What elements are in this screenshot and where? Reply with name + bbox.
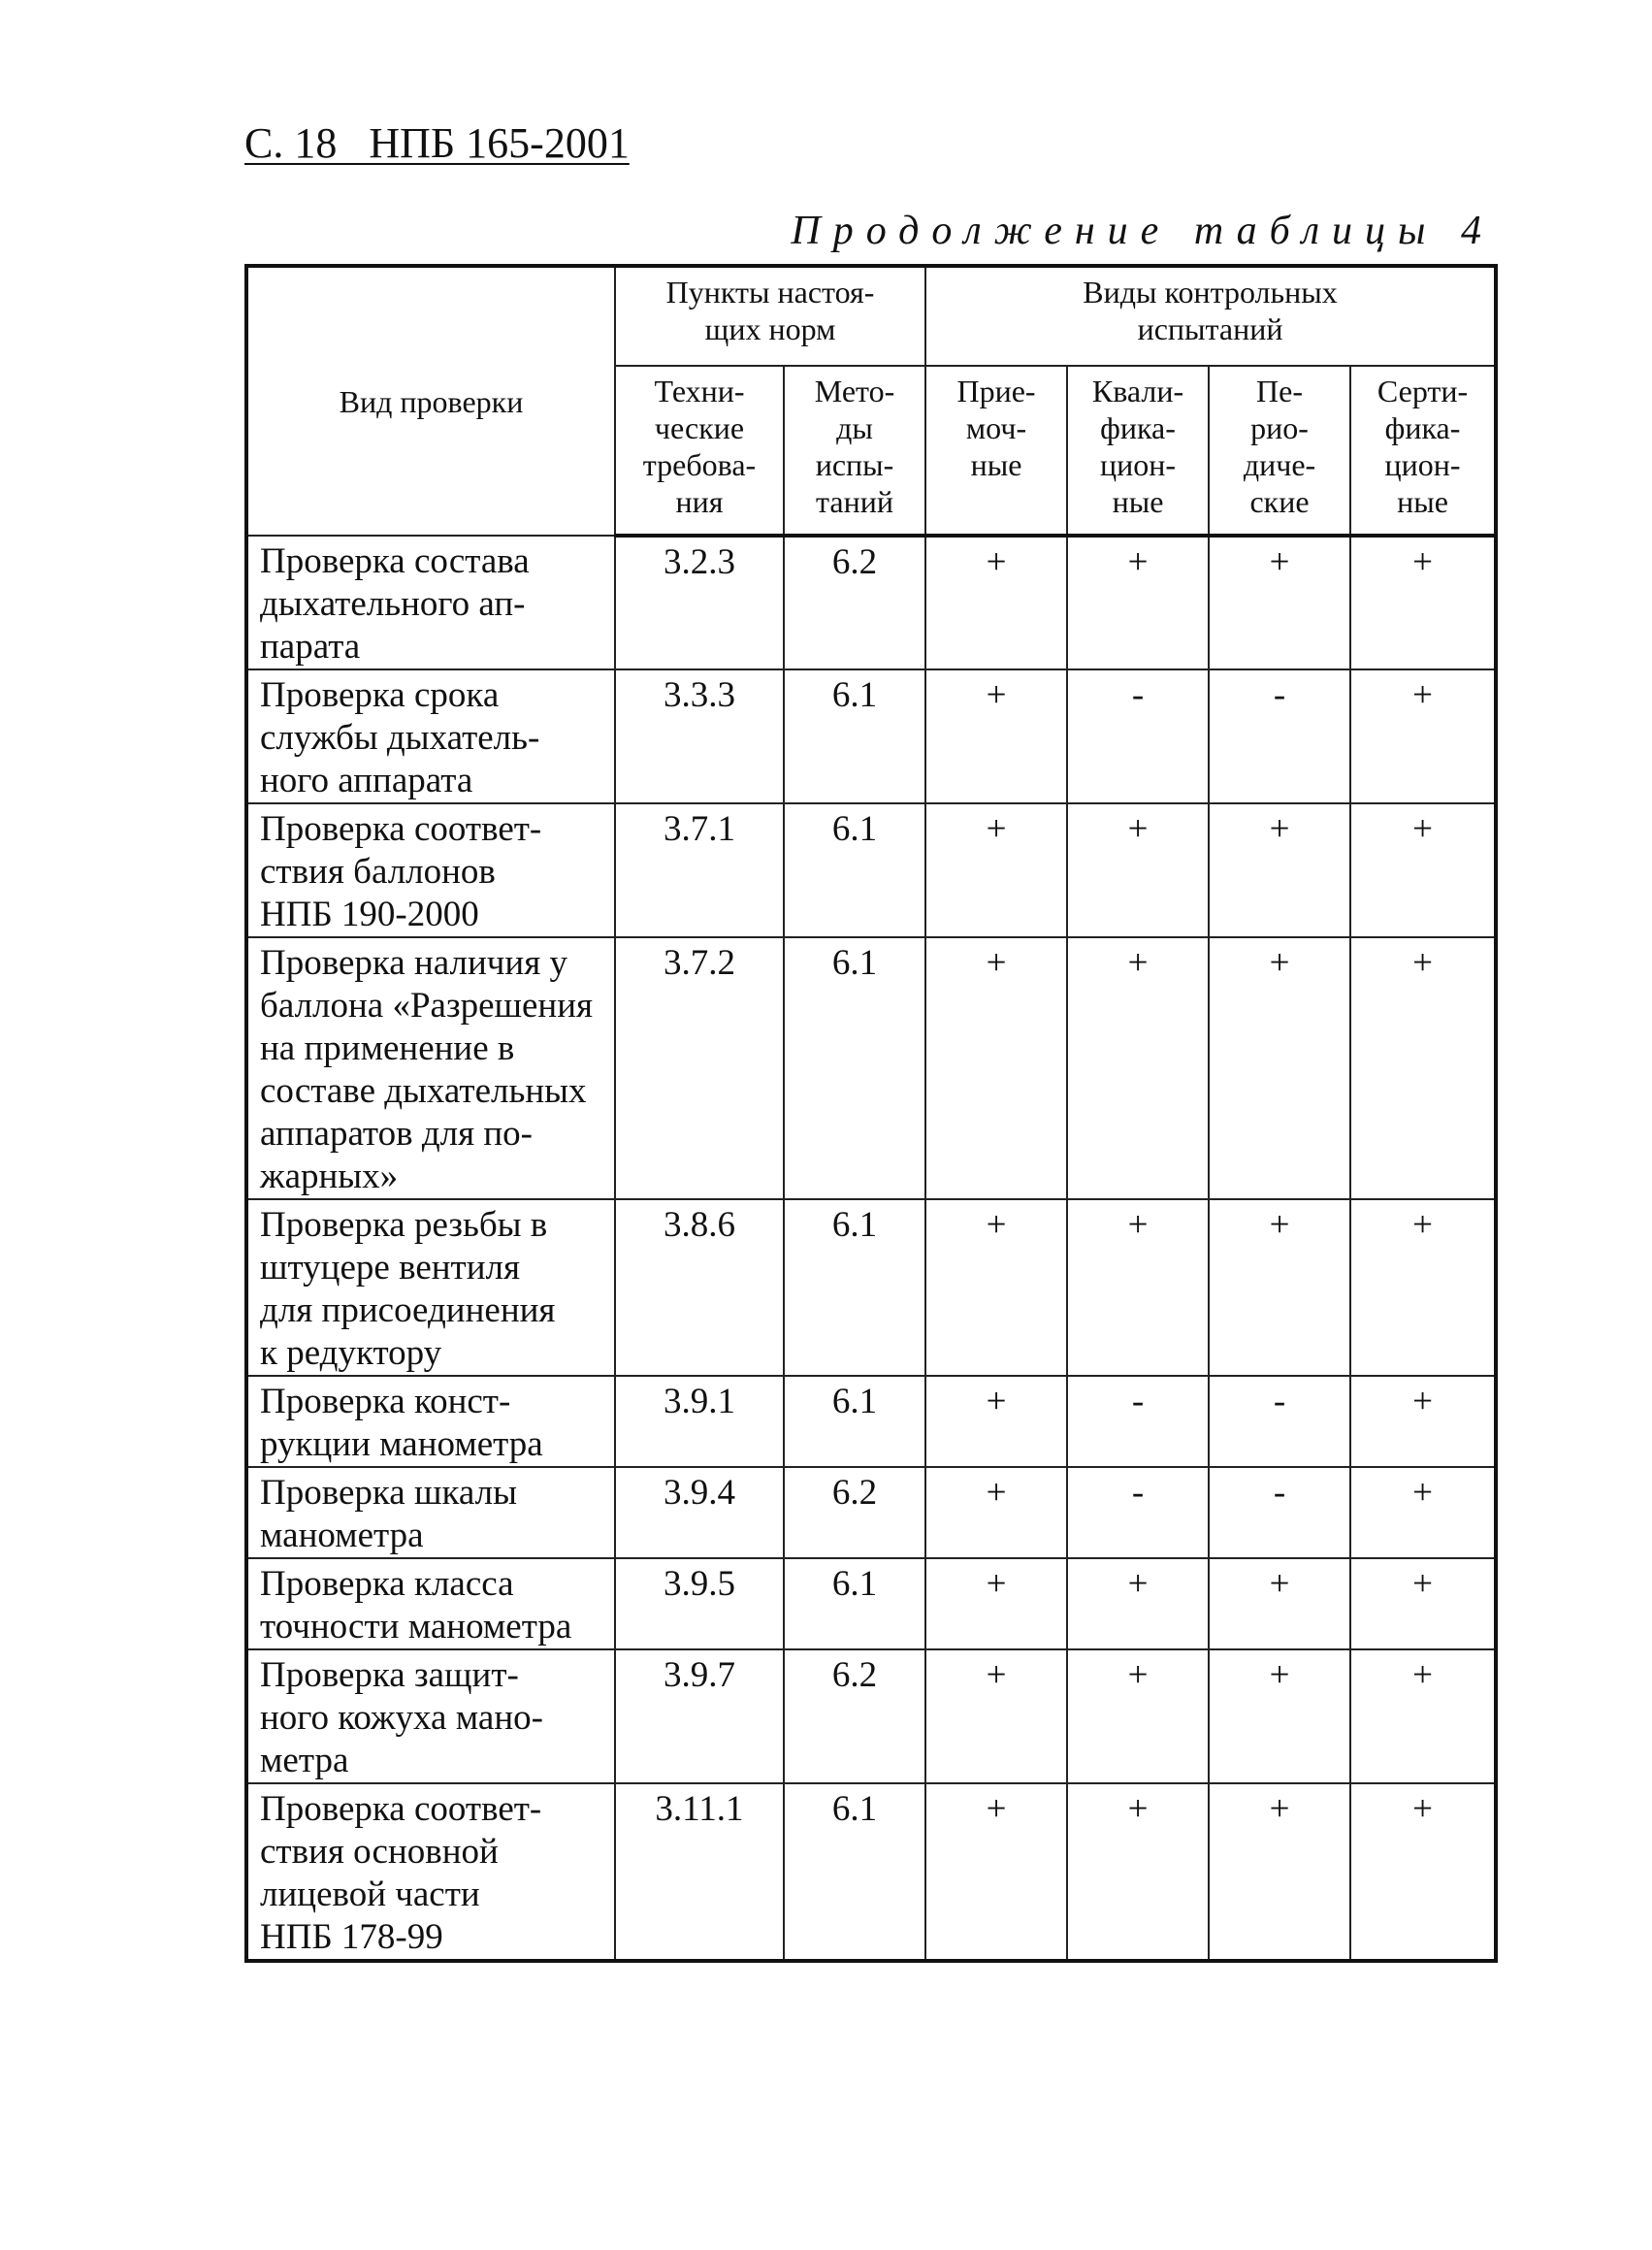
column-header-test-methods <box>784 366 925 536</box>
header-line: требова- <box>642 447 757 482</box>
table-row <box>246 803 1496 937</box>
periodic-cell: + <box>1209 1199 1350 1376</box>
column-header-technical-requirements <box>615 366 784 536</box>
header-line: таний <box>816 484 893 519</box>
check-type-line: ного аппарата <box>260 761 473 800</box>
header-line: Мето- <box>814 374 895 408</box>
tech-requirement-cell: 3.9.7 <box>615 1649 784 1783</box>
test-method-cell: 6.1 <box>784 1376 925 1467</box>
table-row <box>246 669 1496 803</box>
qualification-cell: - <box>1067 1376 1209 1467</box>
check-type-line: парата <box>260 627 361 667</box>
check-type-cell <box>246 1376 615 1467</box>
table-continuation-caption: Продолжение таблицы 4 <box>791 209 1494 253</box>
header-line: ные <box>1397 484 1448 519</box>
check-type-cell <box>246 1649 615 1783</box>
tech-requirement-cell: 3.2.3 <box>615 536 784 669</box>
tech-requirement-cell: 3.8.6 <box>615 1199 784 1376</box>
check-type-cell <box>246 937 615 1199</box>
certification-cell: + <box>1350 1558 1496 1649</box>
check-type-line: манометра <box>260 1516 424 1555</box>
acceptance-cell: + <box>925 1649 1067 1783</box>
header-line: Техни- <box>654 374 745 408</box>
test-method-cell: 6.2 <box>784 536 925 669</box>
acceptance-cell: + <box>925 669 1067 803</box>
tech-requirement-cell: 3.3.3 <box>615 669 784 803</box>
check-type-line: баллона «Разрешения <box>260 986 594 1026</box>
header-line: рио- <box>1250 410 1309 445</box>
check-type-line: к редуктору <box>260 1333 442 1373</box>
test-method-cell: 6.1 <box>784 1783 925 1961</box>
qualification-cell: - <box>1067 1467 1209 1558</box>
table-row <box>246 1199 1496 1376</box>
check-type-cell <box>246 803 615 937</box>
qualification-cell: + <box>1067 1199 1209 1376</box>
column-header-acceptance <box>925 366 1067 536</box>
check-type-line: Проверка резьбы в <box>260 1205 548 1245</box>
check-type-line: ствия баллонов <box>260 852 496 892</box>
certification-cell: + <box>1350 1199 1496 1376</box>
certification-cell: + <box>1350 669 1496 803</box>
check-type-line: Проверка состава <box>260 541 530 581</box>
column-header-qualification <box>1067 366 1209 536</box>
header-line: ния <box>675 484 724 519</box>
check-type-line: Проверка срока <box>260 675 500 715</box>
table-row <box>246 1376 1496 1467</box>
header-line: фика- <box>1100 410 1176 445</box>
header-line: ные <box>970 447 1022 482</box>
header-line: фика- <box>1384 410 1461 445</box>
check-type-cell <box>246 1783 615 1961</box>
table-row <box>246 937 1496 1199</box>
test-method-cell: 6.1 <box>784 803 925 937</box>
check-type-cell <box>246 669 615 803</box>
periodic-cell: - <box>1209 669 1350 803</box>
header-line: Серти- <box>1377 374 1469 408</box>
header-line: ские <box>1249 484 1310 519</box>
test-method-cell: 6.2 <box>784 1467 925 1558</box>
check-type-line: НПБ 178-99 <box>260 1917 443 1957</box>
column-group-norm-points <box>615 266 925 366</box>
tech-requirement-cell: 3.9.4 <box>615 1467 784 1558</box>
table-row <box>246 1467 1496 1558</box>
check-type-line: Проверка наличия у <box>260 943 567 983</box>
tech-requirement-cell: 3.7.1 <box>615 803 784 937</box>
check-type-cell <box>246 536 615 669</box>
acceptance-cell: + <box>925 803 1067 937</box>
test-method-cell: 6.1 <box>784 937 925 1199</box>
check-type-line: Проверка конст- <box>260 1382 511 1421</box>
qualification-cell: + <box>1067 937 1209 1199</box>
header-line: Прие- <box>956 374 1036 408</box>
certification-cell: + <box>1350 1376 1496 1467</box>
check-type-line: точности манометра <box>260 1607 572 1647</box>
table-row <box>246 1649 1496 1783</box>
certification-cell: + <box>1350 1783 1496 1961</box>
table-row <box>246 1783 1496 1961</box>
table-row <box>246 1558 1496 1649</box>
acceptance-cell: + <box>925 1376 1067 1467</box>
header-line: испы- <box>815 447 894 482</box>
check-type-line: штуцере вентиля <box>260 1248 520 1288</box>
header-line: Пункты настоя- <box>665 275 875 310</box>
header-line: ческие <box>654 410 745 445</box>
check-type-cell <box>246 1558 615 1649</box>
qualification-cell: + <box>1067 1649 1209 1783</box>
header-line: моч- <box>965 410 1027 445</box>
certification-cell: + <box>1350 937 1496 1199</box>
acceptance-cell: + <box>925 1467 1067 1558</box>
acceptance-cell: + <box>925 536 1067 669</box>
check-type-line: Проверка защит- <box>260 1655 519 1695</box>
check-type-line: службы дыхатель- <box>260 718 540 758</box>
acceptance-cell: + <box>925 1783 1067 1961</box>
header-line: щих норм <box>704 311 836 346</box>
check-type-line: аппаратов для по- <box>260 1114 534 1154</box>
acceptance-cell: + <box>925 937 1067 1199</box>
check-type-line: лицевой части <box>260 1875 480 1914</box>
check-type-line: Проверка соответ- <box>260 809 542 849</box>
table-row <box>246 536 1496 669</box>
check-type-line: для присоединения <box>260 1290 556 1330</box>
periodic-cell: + <box>1209 1783 1350 1961</box>
check-type-line: на применение в <box>260 1028 515 1068</box>
check-type-line: метра <box>260 1741 349 1780</box>
header-line: Квали- <box>1091 374 1184 408</box>
tech-requirement-cell: 3.9.5 <box>615 1558 784 1649</box>
periodic-cell: + <box>1209 803 1350 937</box>
header-line: испытаний <box>1137 311 1283 346</box>
test-types-table <box>244 264 1498 1963</box>
test-method-cell: 6.2 <box>784 1649 925 1783</box>
periodic-cell: + <box>1209 937 1350 1199</box>
qualification-cell: - <box>1067 669 1209 803</box>
periodic-cell: + <box>1209 536 1350 669</box>
test-method-cell: 6.1 <box>784 669 925 803</box>
column-header-check-type-label: Вид проверки <box>339 383 524 419</box>
page-header: С. 18 НПБ 165-2001 <box>244 119 630 167</box>
check-type-line: составе дыхательных <box>260 1071 587 1111</box>
column-header-periodic <box>1209 366 1350 536</box>
header-line: Виды контрольных <box>1083 275 1338 310</box>
header-line: цион- <box>1384 447 1461 482</box>
header-line: диче- <box>1243 447 1316 482</box>
periodic-cell: - <box>1209 1467 1350 1558</box>
check-type-cell <box>246 1199 615 1376</box>
header-line: Пе- <box>1256 374 1303 408</box>
column-group-control-tests <box>925 266 1496 366</box>
check-type-line: ного кожуха мано- <box>260 1698 543 1738</box>
certification-cell: + <box>1350 1649 1496 1783</box>
check-type-line: ствия основной <box>260 1832 499 1872</box>
check-type-line: рукции манометра <box>260 1424 543 1464</box>
table-body <box>246 536 1496 1961</box>
qualification-cell: + <box>1067 1783 1209 1961</box>
qualification-cell: + <box>1067 536 1209 669</box>
acceptance-cell: + <box>925 1199 1067 1376</box>
acceptance-cell: + <box>925 1558 1067 1649</box>
test-method-cell: 6.1 <box>784 1558 925 1649</box>
column-header-check-type <box>246 266 615 536</box>
certification-cell: + <box>1350 803 1496 937</box>
periodic-cell: - <box>1209 1376 1350 1467</box>
periodic-cell: + <box>1209 1558 1350 1649</box>
qualification-cell: + <box>1067 803 1209 937</box>
qualification-cell: + <box>1067 1558 1209 1649</box>
header-line: цион- <box>1100 447 1177 482</box>
header-line: ные <box>1112 484 1164 519</box>
tech-requirement-cell: 3.11.1 <box>615 1783 784 1961</box>
certification-cell: + <box>1350 536 1496 669</box>
check-type-line: Проверка класса <box>260 1564 514 1604</box>
header-line: ды <box>836 410 873 445</box>
check-type-cell <box>246 1467 615 1558</box>
check-type-line: дыхательного ап- <box>260 584 526 624</box>
check-type-line: Проверка шкалы <box>260 1473 517 1513</box>
tech-requirement-cell: 3.7.2 <box>615 937 784 1199</box>
check-type-line: Проверка соответ- <box>260 1789 542 1829</box>
periodic-cell: + <box>1209 1649 1350 1783</box>
tech-requirement-cell: 3.9.1 <box>615 1376 784 1467</box>
certification-cell: + <box>1350 1467 1496 1558</box>
check-type-line: НПБ 190-2000 <box>260 895 479 934</box>
check-type-line: жарных» <box>260 1157 399 1196</box>
test-method-cell: 6.1 <box>784 1199 925 1376</box>
column-header-certification <box>1350 366 1496 536</box>
